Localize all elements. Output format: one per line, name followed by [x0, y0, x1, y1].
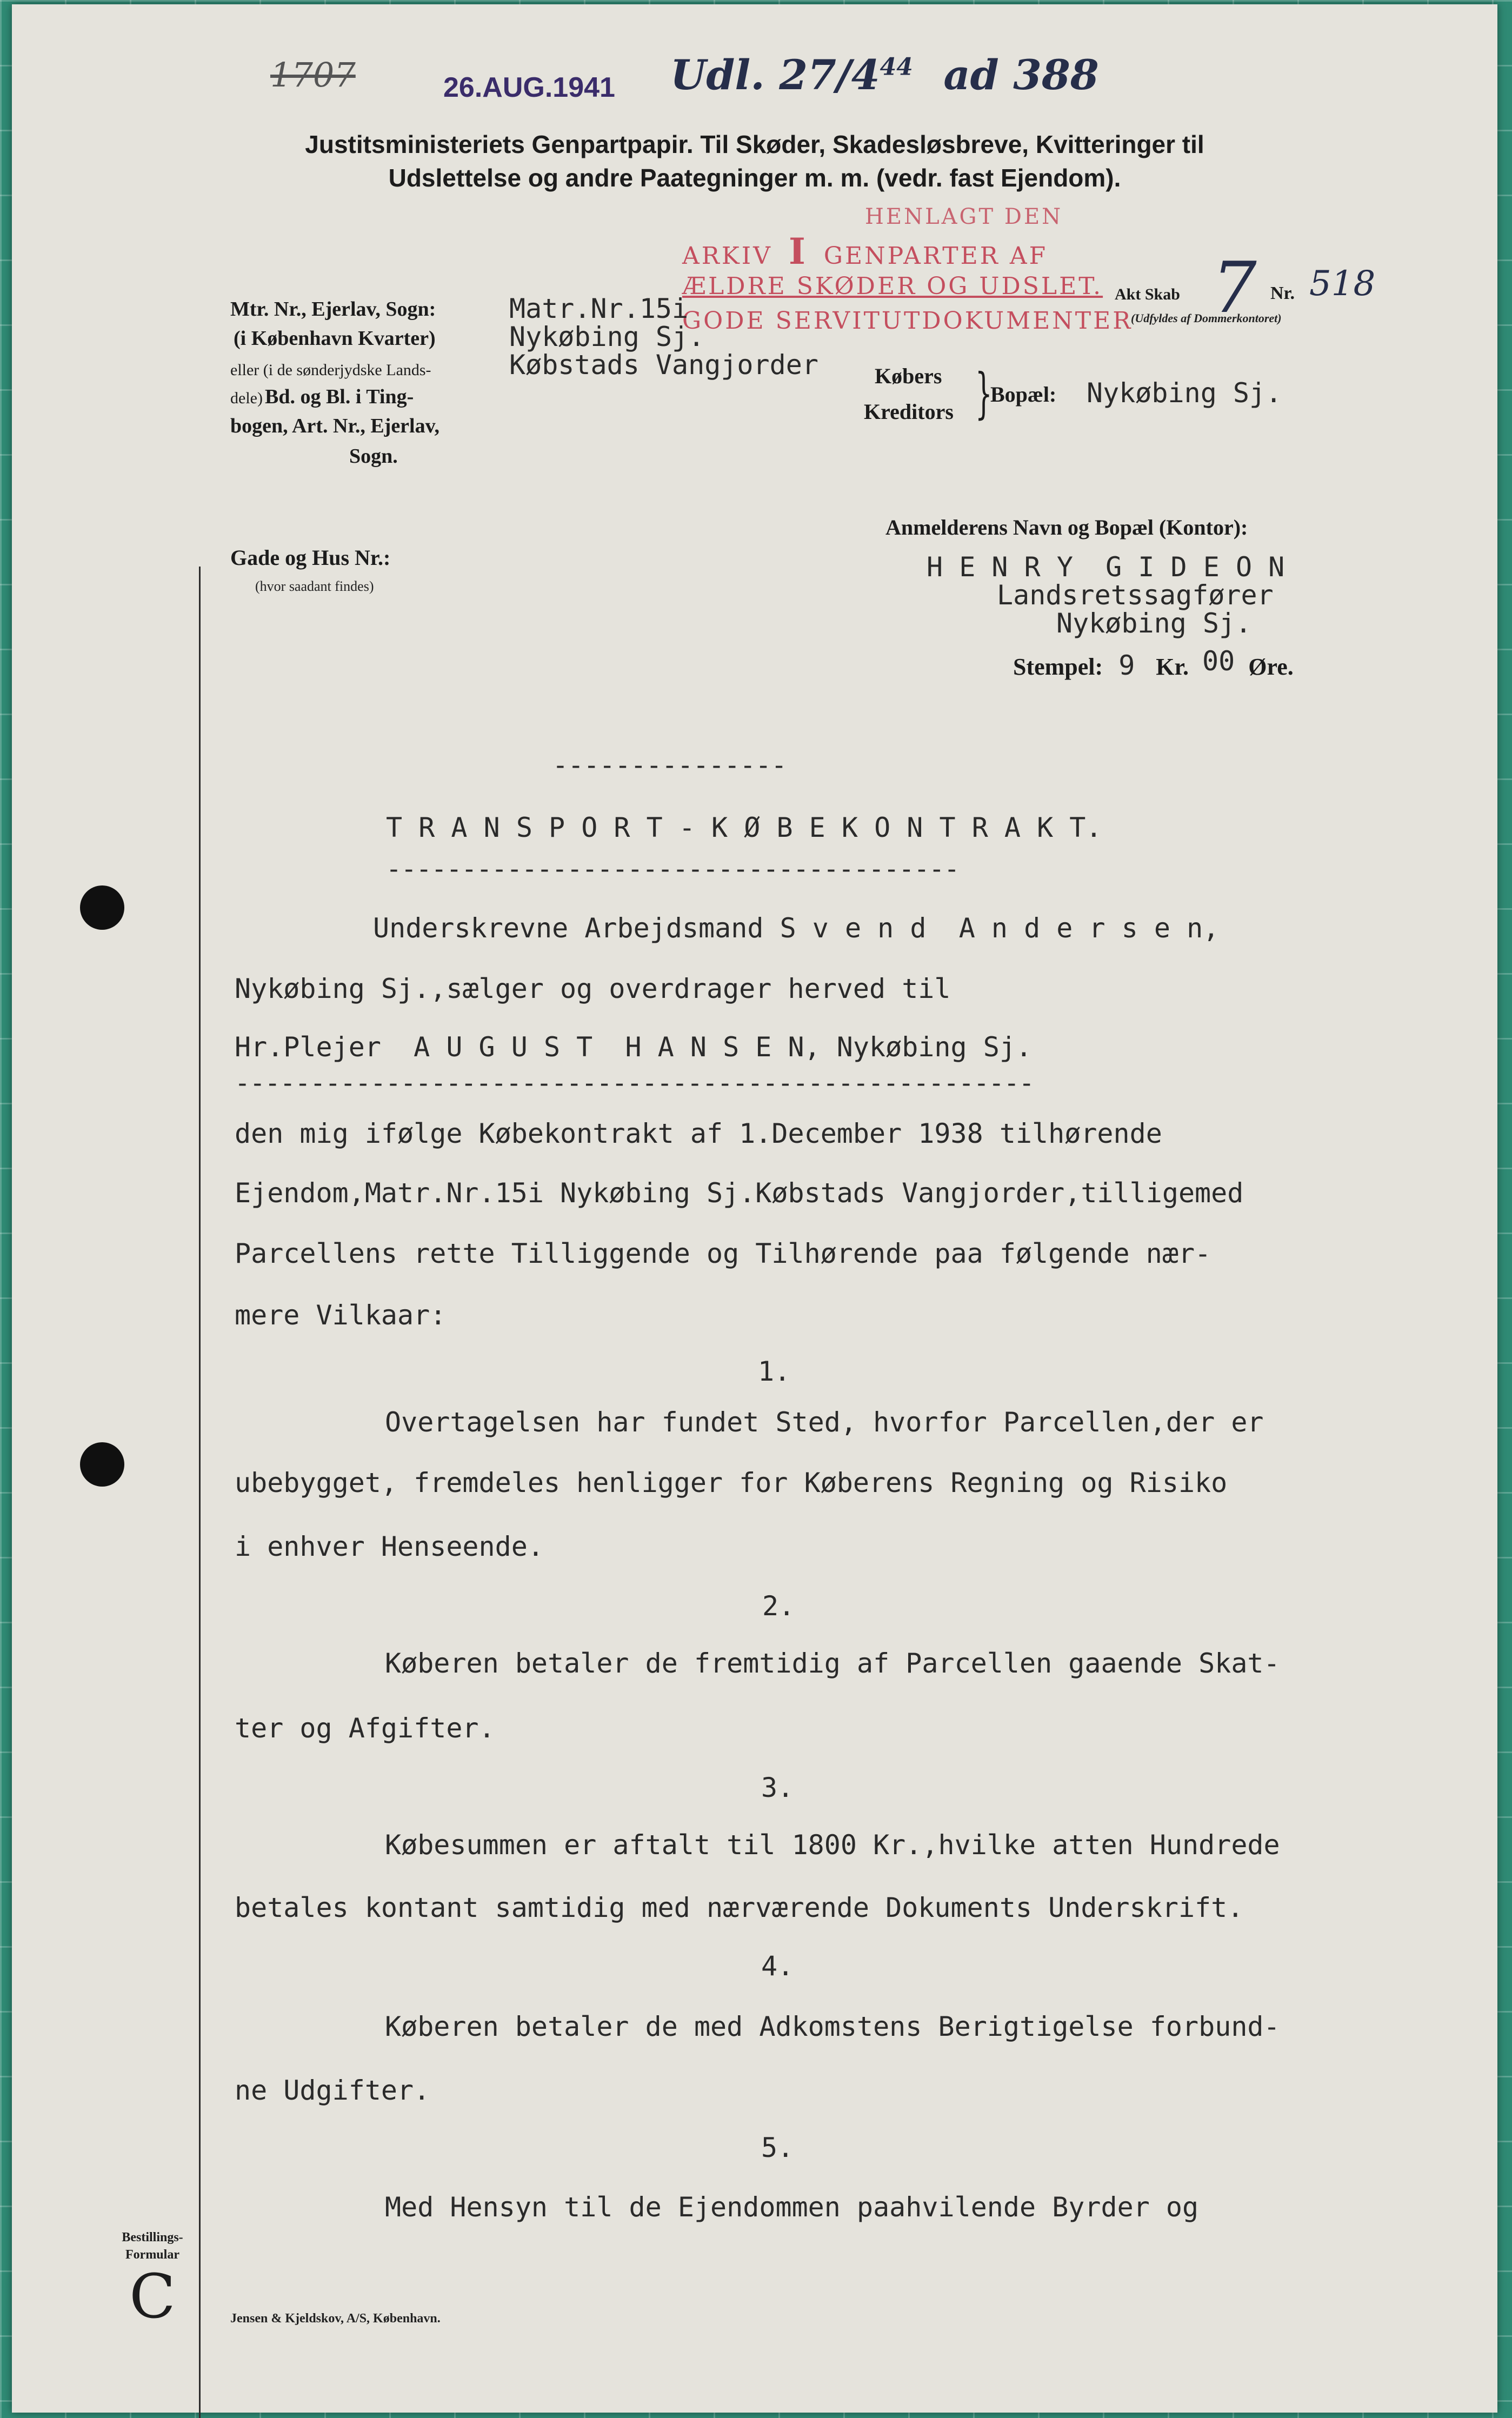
- section-3-line1: Købesummen er aftalt til 1800 Kr.,hvilke atten Hundrede: [385, 1829, 1280, 1861]
- handwritten-number: 1707: [270, 55, 356, 95]
- bestillings-label-2: Formular: [125, 2248, 179, 2262]
- stempel-label: Stempel:: [1013, 654, 1103, 680]
- mtr-label-3: [230, 361, 431, 379]
- mtr-label-3b: dele): [230, 389, 263, 407]
- nr-value: 518: [1309, 264, 1376, 304]
- mtr-label-2: (i København Kvarter): [234, 327, 436, 350]
- p2-line4: mere Vilkaar:: [235, 1300, 447, 1331]
- section-4-line1: Køberen betaler de med Adkomstens Berigtigelse forbund-: [385, 2011, 1280, 2042]
- bestillings-label-1: Bestillings-: [122, 2230, 183, 2244]
- nr-label: Nr.: [1270, 283, 1295, 303]
- mtr-label-1: Mtr. Nr., Ejerlav, Sogn:: [230, 298, 436, 321]
- anmelder-title: Landsretssagfører: [997, 579, 1274, 611]
- punch-hole-middle: [80, 1442, 124, 1487]
- section-5-line1: Med Hensyn til de Ejendommen paahvilende Byrder og: [385, 2191, 1199, 2223]
- gade-note: (hvor saadant findes): [255, 578, 374, 594]
- kr-label: Kr.: [1156, 654, 1189, 680]
- anmelder-city: Nykøbing Sj.: [1056, 608, 1252, 639]
- mtr-label-5: Sogn.: [349, 445, 398, 468]
- date-stamp: 26.AUG.1941: [443, 72, 615, 103]
- bopael-value: Nykøbing Sj.: [1087, 377, 1282, 409]
- akt-skab-label: Akt Skab: [1115, 285, 1180, 303]
- archive-stamp-line2: [682, 230, 1048, 272]
- anmelder-name: H E N R Y G I D E O N: [927, 551, 1285, 583]
- brace-icon: }: [975, 362, 993, 425]
- title-underline: --------------------------------------: [386, 854, 960, 884]
- section-1-line2: ubebygget, fremdeles henligger for Køberens Regning og Risiko: [235, 1467, 1228, 1498]
- header-title-line2: Udslettelse og andre Paategninger m. m. (vedr. fast Ejendom).: [388, 164, 1121, 192]
- mtr-label-3-line2: [230, 385, 414, 409]
- anmelder-label: Anmelderens Navn og Bopæl (Kontor):: [885, 515, 1248, 539]
- archive-stamp-line1: HENLAGT DEN: [865, 204, 1063, 229]
- section-3-line2: betales kontant samtidig med nærværende Dokuments Underskrift.: [235, 1892, 1244, 1923]
- handwritten-note: [670, 51, 1099, 99]
- section-1-line1: Overtagelsen har fundet Sted, hvorfor Parcellen,der er: [385, 1407, 1264, 1438]
- mtr-label-3a: eller (i de sønderjydske Lands-: [230, 361, 431, 379]
- p2-line2: Ejendom,Matr.Nr.15i Nykøbing Sj.Købstads Vangjorder,tilligemed: [235, 1177, 1244, 1209]
- document-page: [12, 4, 1497, 2413]
- section-5-number: 5.: [761, 2132, 794, 2163]
- archive-stamp-genparter: GENPARTER AF: [823, 242, 1048, 270]
- stempel-row: [1013, 645, 1294, 681]
- handwritten-note-a: Udl. 27/: [670, 51, 851, 99]
- p2-line1: den mig ifølge Købekontrakt af 1.December 1938 tilhørende: [235, 1118, 1162, 1149]
- handwritten-note-b: 4: [851, 51, 880, 99]
- section-1-line3: i enhver Henseende.: [235, 1531, 544, 1562]
- mtr-value-2: Nykøbing Sj.: [509, 321, 705, 352]
- p1-line3: Hr.Plejer A U G U S T H A N S E N, Nykøbing Sj.: [235, 1031, 1033, 1063]
- kobers-label: Købers: [875, 364, 942, 388]
- bopael-label: Bopæl:: [990, 382, 1057, 407]
- akt-skab-value: 7: [1212, 247, 1257, 329]
- section-4-number: 4.: [761, 1950, 794, 1982]
- mtr-label-3c: Bd. og Bl. i Ting-: [264, 385, 414, 408]
- section-3-number: 3.: [761, 1772, 794, 1803]
- gade-label: Gade og Hus Nr.:: [230, 545, 391, 570]
- section-4-line2: ne Udgifter.: [235, 2075, 430, 2106]
- archive-stamp-line3: ÆLDRE SKØDER OG UDSLET.: [682, 272, 1103, 300]
- section-2-line2: ter og Afgifter.: [235, 1713, 495, 1744]
- mtr-label-4: bogen, Art. Nr., Ejerlav,: [230, 415, 440, 437]
- p2-line3: Parcellens rette Tilliggende og Tilhørende paa følgende nær-: [235, 1238, 1211, 1269]
- punch-hole-top: [80, 885, 124, 930]
- stempel-value: 9: [1118, 650, 1135, 681]
- handwritten-note-d: ad 388: [943, 51, 1099, 99]
- separator: ---------------: [552, 750, 787, 781]
- archive-stamp-roman: I: [788, 230, 808, 272]
- formular-letter: C: [129, 2262, 176, 2332]
- mtr-value-1: Matr.Nr.15i: [509, 293, 689, 324]
- document-title: T R A N S P O R T - K Ø B E K O N T R A K T.: [386, 812, 1102, 843]
- section-2-line1: Køberen betaler de fremtidig af Parcellen gaaende Skat-: [385, 1648, 1280, 1679]
- archive-stamp-line4: GODE SERVITUTDOKUMENTER: [682, 307, 1133, 335]
- p1-underline: -----------------------------------------------------: [235, 1068, 1034, 1098]
- mtr-value-3: Købstads Vangjorder: [509, 349, 818, 381]
- p1-line1: Underskrevne Arbejdsmand S v e n d A n d e r s e n,: [373, 912, 1220, 944]
- section-1-number: 1.: [758, 1356, 791, 1387]
- handwritten-note-c: 44: [880, 53, 913, 81]
- kr-value: 00: [1202, 645, 1235, 677]
- header-title-line1: Justitsministeriets Genpartpapir. Til Skøder, Skadesløsbreve, Kvitteringer til: [305, 130, 1204, 158]
- udfyldes-note: (Udfyldes af Dommerkontoret): [1131, 311, 1282, 325]
- section-2-number: 2.: [762, 1590, 795, 1622]
- ore-label: Øre.: [1248, 654, 1294, 680]
- archive-stamp-arkiv: ARKIV: [682, 242, 772, 270]
- p1-line2: Nykøbing Sj.,sælger og overdrager herved til: [235, 973, 951, 1004]
- kreditors-label: Kreditors: [864, 399, 954, 424]
- margin-line: [199, 567, 201, 2418]
- printer-credit: Jensen & Kjeldskov, A/S, København.: [230, 2312, 441, 2326]
